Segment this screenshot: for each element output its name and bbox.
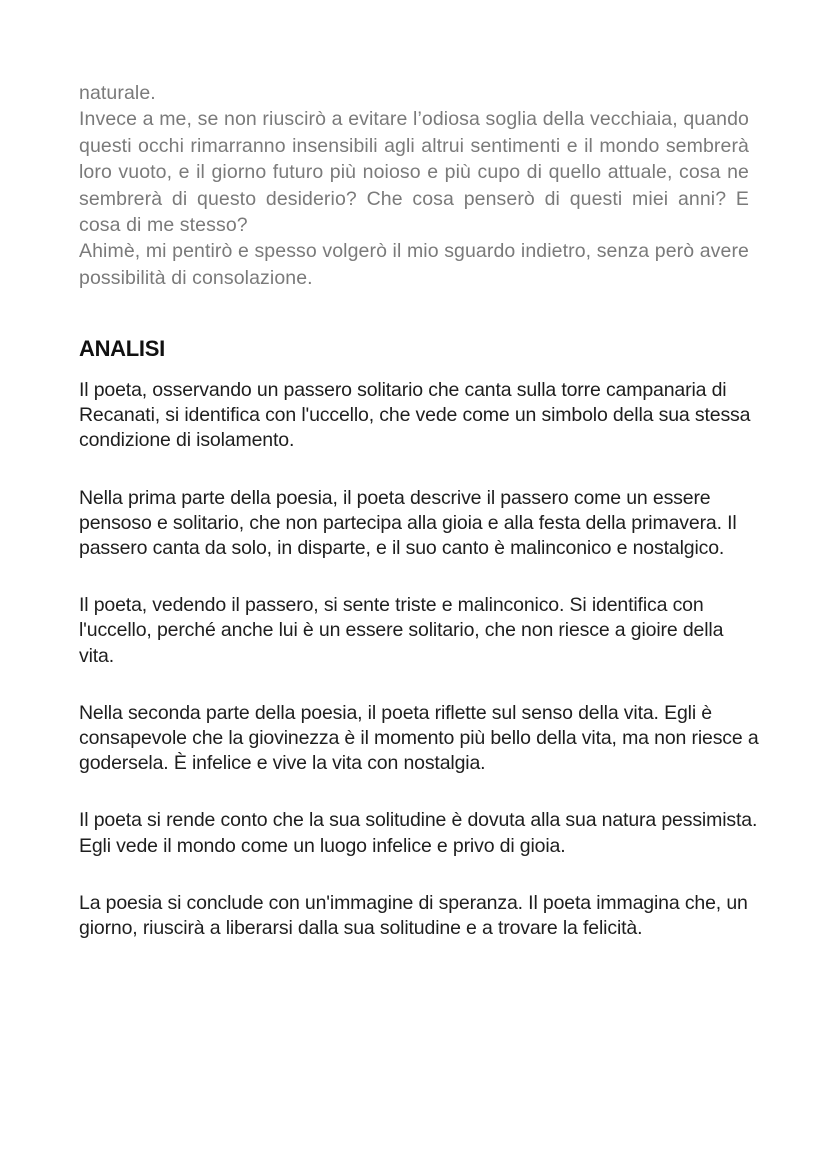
analysis-paragraph: La poesia si conclude con un'immagine di speranza. Il poeta immagina che, un giorno, riuscirà a liberarsi dalla sua solitudine e a trovare la felicità. <box>79 891 748 940</box>
analysis-heading: ANALISI <box>79 336 165 361</box>
translation-paragraph: Ahimè, mi pentirò e spesso volgerò il mio sguardo indietro, senza però avere possibilità di consolazione. <box>79 240 749 289</box>
analysis-paragraph: Il poeta si rende conto che la sua solitudine è dovuta alla sua natura pessimista. Egli vede il mondo come un luogo infelice e privo di gioia. <box>79 809 758 857</box>
analysis-paragraph: Nella prima parte della poesia, il poeta descrive il passero come un essere pensoso e solitario, che non partecipa alla gioia e alla festa della primavera. Il passero canta da solo, in disparte, e il suo canto è malinconico e nostalgico. <box>79 486 737 560</box>
analysis-paragraph: Il poeta, vedendo il passero, si sente triste e malinconico. Si identifica con l'uccello, perché anche lui è un essere solitario, che non riesce a gioire della vita. <box>79 594 724 667</box>
translation-section <box>79 80 749 291</box>
analysis-paragraph: Nella seconda parte della poesia, il poeta riflette sul senso della vita. Egli è consapevole che la giovinezza è il momento più bello della vita, ma non riesce a godersela. È infelice e vive la vita con nostalgia. <box>79 701 759 775</box>
translation-paragraph: naturale. <box>79 82 156 104</box>
analysis-paragraph: Il poeta, osservando un passero solitario che canta sulla torre campanaria di Recanati, si identifica con l'uccello, che vede come un simbolo della sua stessa condizione di isolamento. <box>79 379 751 452</box>
translation-paragraph: Invece a me, se non riuscirò a evitare l’odiosa soglia della vecchiaia, quando questi occhi rimarranno insensibili agli altrui sentimenti e il mondo sembrerà loro vuoto, e il giorno futuro più noioso e più cupo di quello attuale, cosa ne sembrerà di questo desiderio? Che cosa penserò di questi miei anni? E cosa di me stesso? <box>79 108 749 237</box>
analysis-section <box>79 378 759 973</box>
